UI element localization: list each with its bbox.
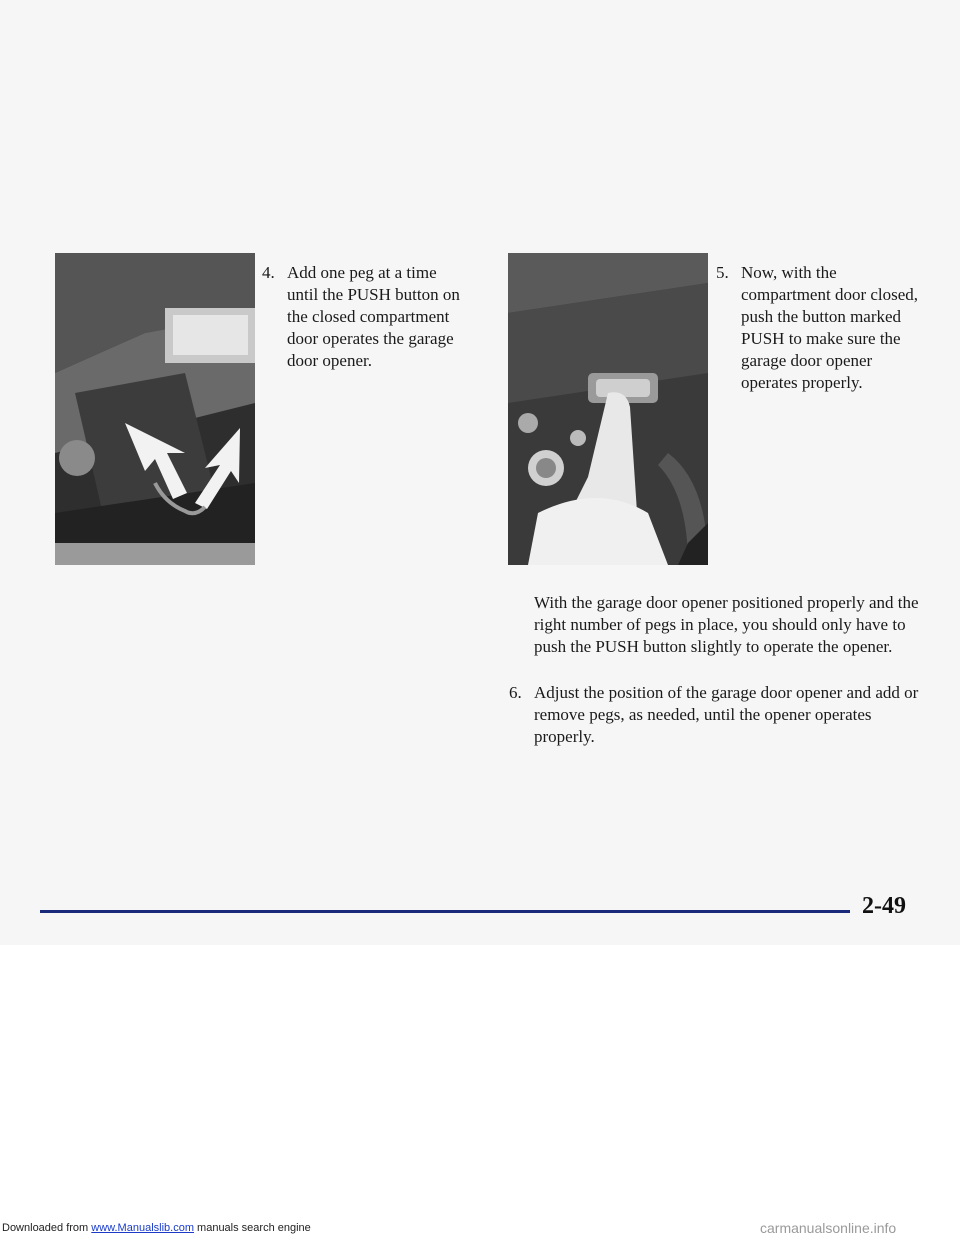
step-6 — [509, 682, 939, 762]
body-paragraph: With the garage door opener positioned properly and the right number of pegs in place, you should only have to push the PUSH button slightly to operate the opener. — [534, 593, 919, 656]
step-number: 5. — [716, 263, 729, 282]
footer-prefix: Downloaded from — [2, 1222, 92, 1234]
step-text: Adjust the position of the garage door opener and add or remove pegs, as needed, until the opener operates properly. — [534, 683, 919, 746]
step-4 — [262, 262, 462, 442]
watermark: carmanualsonline.info — [760, 1220, 897, 1236]
download-footer — [2, 1222, 311, 1234]
step5-photo — [508, 253, 708, 565]
step4-photo — [55, 253, 255, 565]
manualslib-link[interactable]: www.Manualslib.com — [91, 1222, 194, 1234]
footer-suffix: manuals search engine — [193, 1222, 311, 1234]
step-text: Add one peg at a time until the PUSH button on the closed compartment door operates the garage door opener. — [287, 263, 460, 370]
step-text: Now, with the compartment door closed, push the button marked PUSH to make sure the garage door opener operates properly. — [741, 263, 919, 392]
step-number: 4. — [262, 263, 275, 282]
step-5 — [716, 262, 936, 442]
page-number: 2-49 — [862, 893, 906, 919]
footer-rule — [40, 910, 850, 913]
push-button-photo-illustration — [508, 253, 708, 565]
pegs-photo-illustration — [55, 253, 255, 565]
step-number: 6. — [509, 683, 522, 702]
